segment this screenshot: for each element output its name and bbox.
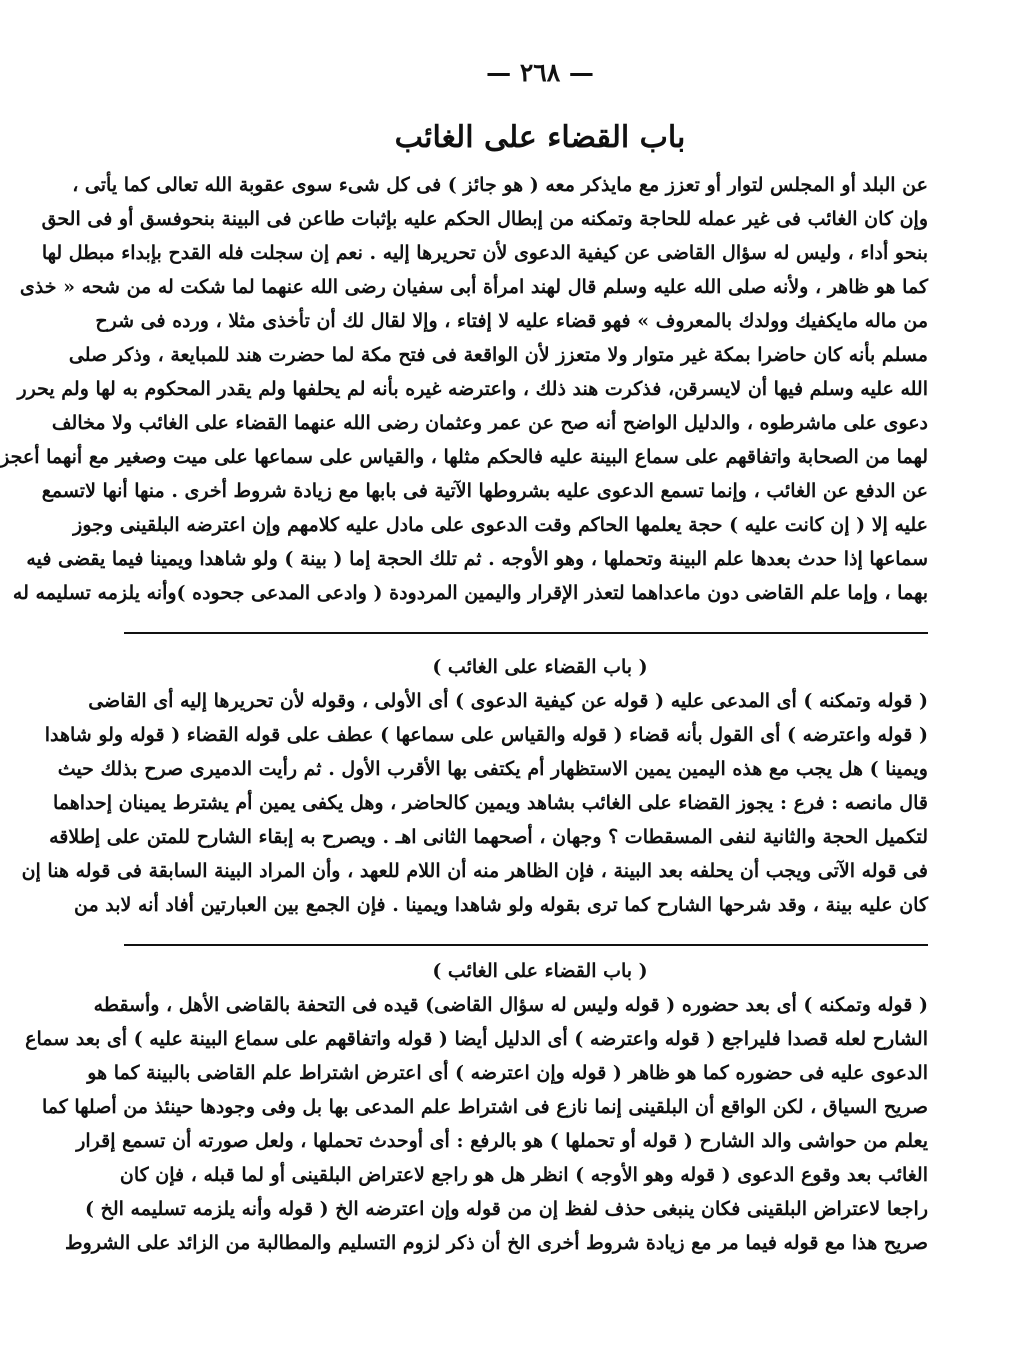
page-number: — ٢٦٨ —: [486, 58, 594, 87]
text-line: بهما ، وإما علم القاضى دون ماعداهما لتعذر الإقرار واليمين المردودة ( وادعى المدعى جحوده )وأنه يلزمه تسليمه له: [12, 582, 928, 604]
commentary-divider: [124, 944, 928, 946]
text-line: الشارح لعله قصدا فليراجع ( قوله واعترضه ) أى الدليل أيضا ( قوله واتفاقهم على سماع البينة عليه ) أى بعد سماع: [25, 1028, 928, 1050]
text-line: صريح السياق ، لكن الواقع أن البلقينى إنما نازع فى اشتراط علم المدعى بها بل وفى وجودها حينئذ من أصلها كما: [41, 1096, 928, 1118]
text-line: لتكميل الحجة والثانية لنفى المسقطات ؟ وجهان ، أصحهما الثانى اهـ . ويصرح به إبقاء الشارح للمتن على إطلاقه: [49, 826, 928, 848]
main-text: [0, 168, 928, 610]
commentary-1-title: ( باب القضاء على الغائب ): [432, 656, 648, 678]
commentary-2-title: ( باب القضاء على الغائب ): [432, 960, 648, 982]
text-line: ويمينا ) هل يجب مع هذه اليمين يمين الاستظهار أم يكتفى بها الأقرب الأول . ثم رأيت الدميرى صرح بذلك حيث: [57, 758, 928, 780]
text-line: ( قوله وتمكنه ) أى بعد حضوره ( قوله وليس له سؤال القاضى) قيده فى التحفة بالقاضى الأهل ، وأسقطه: [93, 994, 928, 1016]
main-divider: [124, 632, 928, 634]
text-line: كما هو ظاهر ، ولأنه صلى الله عليه وسلم قال لهند امرأة أبى سفيان رضى الله عنهما لما شكت له من شحه « خذى: [19, 276, 928, 298]
text-line: الدعوى عليه فى حضوره كما هو ظاهر ( قوله وإن اعترضه ) أى اعترض اشتراط علم القاضى بالبينة كما هو: [87, 1062, 928, 1084]
commentary-2-text: [25, 988, 928, 1260]
main-title: باب القضاء على الغائب: [394, 120, 686, 155]
text-line: عليه إلا ( إن كانت عليه ) حجة يعلمها الحاكم وقت الدعوى على مادل عليه كلامهم وإن اعترضه البلقينى وجوز: [73, 514, 928, 536]
text-line: ( قوله واعترضه ) أى القول بأنه قضاء ( قوله والقياس على سماعها ) عطف على قوله القضاء ( قوله ولو شاهدا: [44, 724, 928, 746]
text-line: عن البلد أو المجلس لتوار أو تعزز مع مايذكر معه ( هو جائز ) فى كل شىء سوى عقوبة الله تعالى كما يأتى ،: [72, 174, 928, 196]
text-line: سماعها إذا حدث بعدها علم البينة وتحملها ، وهو الأوجه . ثم تلك الحجة إما ( بينة ) ولو شاهدا ويمينا فيما يقضى فيه: [26, 548, 928, 570]
text-line: الله عليه وسلم فيها أن لايسرقن، فذكرت هند ذلك ، واعترضه غيره بأنه لم يحلفها ولم يقدر المحكوم به لها ولم يحرر: [17, 378, 928, 400]
text-line: صريح هذا مع قوله فيما مر مع زيادة شروط أخرى الخ أن ذكر لزوم التسليم والمطالبة من الزائد على الشروط: [65, 1232, 928, 1254]
commentary-1-text: [21, 684, 928, 922]
text-line: بنحو أداء ، وليس له سؤال القاضى عن كيفية الدعوى لأن تحريرها إليه . نعم إن سجلت فله القدح بإبداء مبطل لها: [41, 242, 928, 264]
text-line: عن الدفع عن الغائب ، وإنما تسمع الدعوى عليه بشروطها الآتية فى بابها مع زيادة شروط أخرى . منها أنها لاتسمع: [41, 480, 928, 502]
text-line: راجعا لاعتراض البلقينى فكان ينبغى حذف لفظ إن من قوله وإن اعترضه الخ ( قوله وأنه يلزمه تسليمه الخ ): [84, 1198, 928, 1220]
text-line: وإن كان الغائب فى غير عمله للحاجة وتمكنه من إبطال الحكم عليه بإثبات طاعن فى البينة بنحوفسق أو فى الحق: [41, 208, 928, 230]
text-line: لهما من الصحابة واتفاقهم على سماع البينة عليه فالحكم مثلها ، والقياس على سماعها على ميت وصغير مع أنهما أعجز: [0, 446, 928, 468]
text-line: قال مانصه : فرع : يجوز القضاء على الغائب بشاهد ويمين كالحاضر ، وهل يكفى يمين أم يشترط يمينان إحداهما: [52, 792, 928, 814]
text-line: فى قوله الآتى ويجب أن يحلفه بعد البينة ، فإن الظاهر منه أن اللام للعهد ، وأن المراد البينة السابقة فى قوله هنا إن: [21, 860, 928, 882]
text-line: من ماله مايكفيك وولدك بالمعروف » فهو قضاء عليه لا إفتاء ، وإلا لقال لك أن تأخذى مثلا ، ورده فى شرح: [95, 310, 928, 332]
text-line: ( قوله وتمكنه ) أى المدعى عليه ( قوله عن كيفية الدعوى ) أى الأولى ، وقوله لأن تحريرها إليه أى القاضى: [88, 690, 928, 712]
text-line: يعلم من حواشى والد الشارح ( قوله أو تحملها ) هو بالرفع : أى أوحدث تحملها ، ولعل صورته أن تسمع إقرار: [76, 1130, 928, 1152]
text-line: مسلم بأنه كان حاضرا بمكة غير متوار ولا متعزز لأن الواقعة فى فتح مكة لما حضرت هند للمبايعة ، وذكر صلى: [68, 344, 928, 366]
text-line: الغائب بعد وقوع الدعوى ( قوله وهو الأوجه ) انظر هل هو راجع لاعتراض البلقينى أو لما قبله ، فإن كان: [119, 1164, 928, 1186]
text-line: كان عليه بينة ، وقد شرحها الشارح كما ترى بقوله ولو شاهدا ويمينا . فإن الجمع بين العبارتين أفاد أنه لابد من: [74, 894, 928, 916]
text-line: دعوى على ماشرطوه ، والدليل الواضح أنه صح عن عمر وعثمان رضى الله عنهما القضاء على الغائب ولا مخالف: [51, 412, 928, 434]
